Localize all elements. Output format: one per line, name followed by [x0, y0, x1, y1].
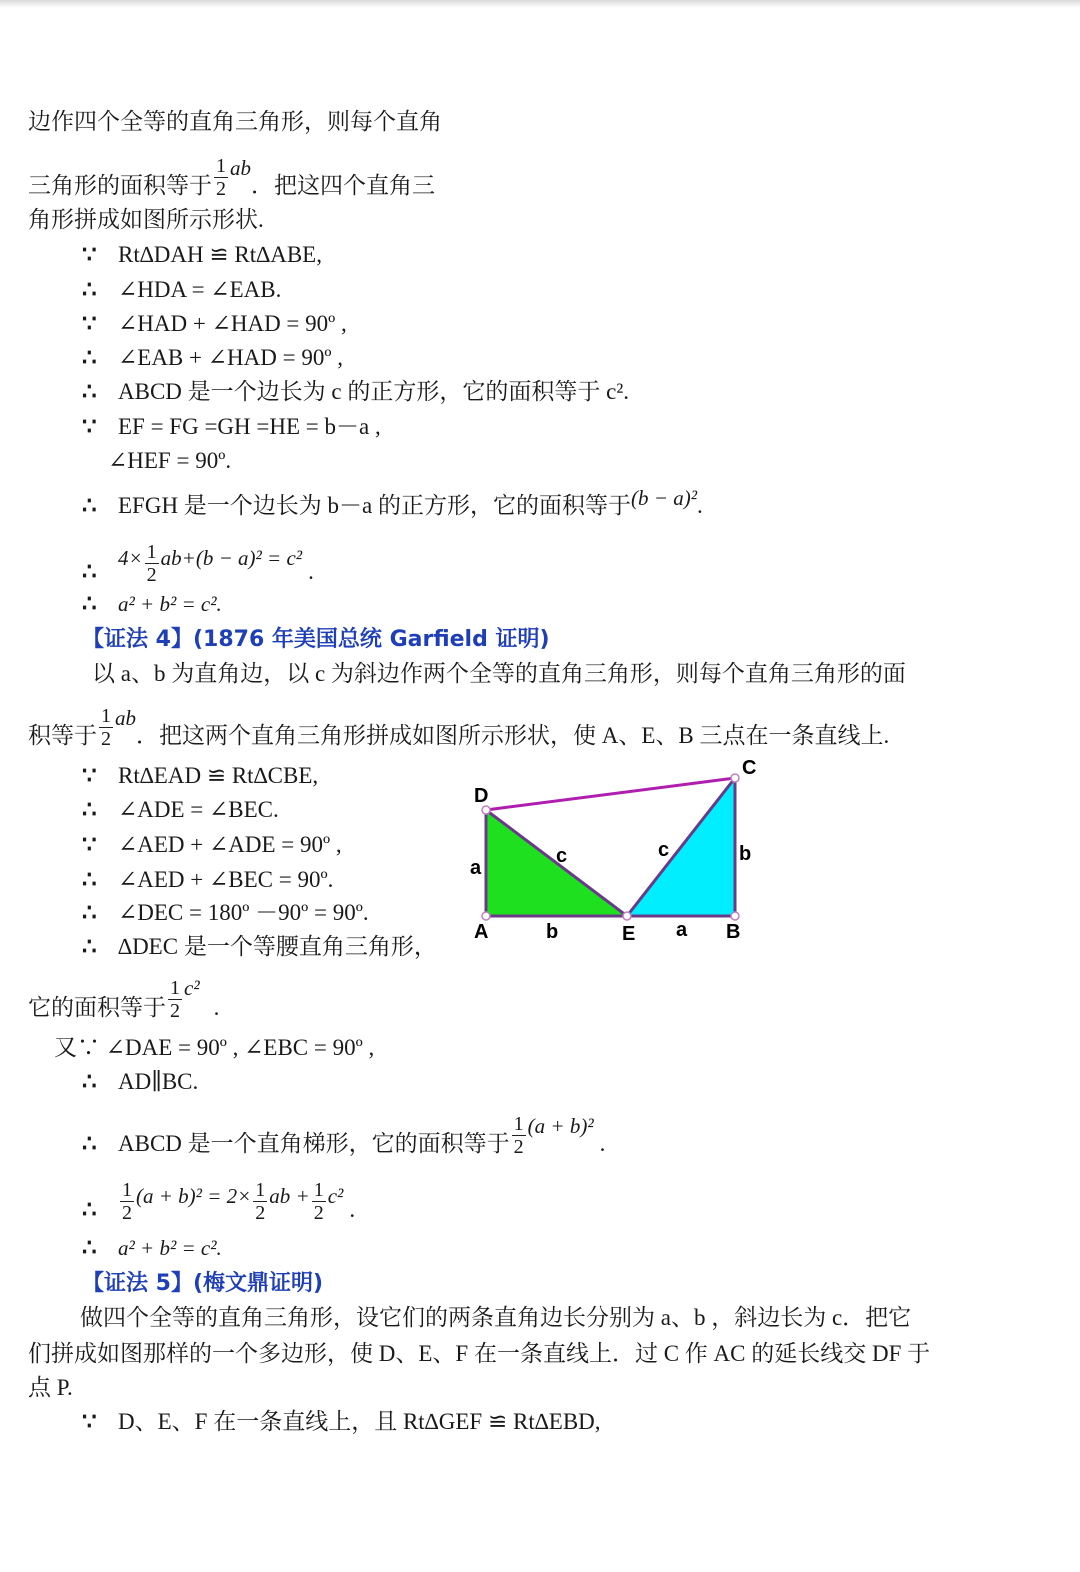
proof-step [82, 344, 343, 372]
side-a: a [676, 919, 688, 941]
text-line: 积等于 $\frac{1}{2}$ ab ．把这两个直角三角形拼成如图所示形状，使 A、E、B 三点在一条直线上. [28, 705, 890, 750]
side-b: b [546, 921, 559, 943]
logic-symbol: ∴ [82, 277, 97, 302]
proof-step [82, 796, 279, 824]
equation: ∴ a² + b² = c². [82, 591, 222, 616]
text-line: ∵ D、E、F 在一条直线上，且 Rt∆GEF ≌ Rt∆EBD, [82, 1409, 601, 1434]
text-line: ∴ AD∥BC. [82, 1069, 199, 1094]
section-heading-proof-4: 【证法 4】(1876 年美国总统 Garfield 证明) [82, 627, 550, 652]
text-line: 做四个全等的直角三角形，设它们的两条直角边长分别为 a、b ，斜边长为 c．把它 [80, 1305, 912, 1330]
logic-symbol: ∴ [82, 345, 97, 370]
label-e: E [622, 923, 636, 945]
segment-dc [486, 778, 735, 810]
text-line: ∴ ABCD 是一个直角梯形，它的面积等于 $\frac{1}{2}$ (a + b)² . [82, 1113, 606, 1158]
text-line: 角形拼成如图所示形状. [28, 207, 264, 232]
text-line: ∠HEF = 90º. [108, 448, 232, 473]
proof-step [82, 866, 333, 894]
proof-step [82, 241, 322, 269]
text-line: 边作四个全等的直角三角形，则每个直角 [28, 109, 442, 134]
step-text: EF = FG =GH =HE = b－a , [118, 414, 381, 439]
text-line: 们拼成如图那样的一个多边形，使 D、E、F 在一条直线上．过 C 作 AC 的延长线交 DF 于 [28, 1341, 931, 1366]
proof-step [82, 831, 342, 859]
fraction: $\frac{1}{2}$ [146, 541, 157, 586]
proof-step [82, 762, 318, 790]
text-line: 以 a、b 为直角边，以 c 为斜边作两个全等的直角三角形，则每个直角三角形的面 [92, 661, 906, 686]
logic-symbol: ∴ [82, 867, 97, 892]
step-text: ∠DEC = 180º －90º = 90º. [118, 900, 369, 925]
label-b: B [726, 921, 741, 943]
step-text: ∠AED + ∠BEC = 90º. [118, 867, 334, 892]
logic-symbol: ∵ [82, 242, 97, 267]
text: 三角形的面积等于 [28, 173, 212, 198]
step-text: Rt∆DAH ≌ Rt∆ABE, [118, 242, 322, 267]
step-text: ∠HAD + ∠HAD = 90º , [118, 311, 347, 336]
side-a: a [470, 857, 482, 879]
step-text: ∠HDA = ∠EAB. [118, 277, 282, 302]
text-line: 它的面积等于 $\frac{1}{2}$ c² . [28, 976, 220, 1022]
side-c: c [658, 839, 670, 861]
proof-step [82, 310, 347, 338]
step-text: ABCD 是一个边长为 c 的正方形，它的面积等于 c². [118, 379, 629, 404]
math: ab [230, 156, 251, 180]
step-text: Rt∆EAD ≌ Rt∆CBE, [118, 763, 319, 788]
equation: ∴ a² + b² = c². [82, 1235, 222, 1260]
proof-step [82, 378, 629, 406]
label-d: D [474, 785, 489, 807]
step-text: ∠ADE = ∠BEC. [118, 797, 279, 822]
label-a: A [474, 921, 489, 943]
logic-symbol: ∵ [82, 311, 97, 336]
text-line: ∴ EFGH 是一个边长为 b－a 的正方形，它的面积等于 (b − a)² . [82, 486, 703, 518]
logic-symbol: ∴ [82, 797, 97, 822]
logic-symbol: ∴ [82, 379, 97, 404]
step-text: ∠AED + ∠ADE = 90º , [118, 832, 342, 857]
text-line [28, 146, 435, 200]
logic-symbol: ∴ [82, 934, 97, 959]
equation: ∴ 4× $\frac{1}{2}$ ab+(b − a)² = c² . [82, 541, 314, 586]
text-line: 点 P. [28, 1375, 73, 1400]
section-heading-proof-5: 【证法 5】(梅文鼎证明) [82, 1271, 324, 1296]
proof-step [82, 276, 281, 304]
top-shadow [0, 0, 1080, 8]
logic-symbol: ∵ [82, 763, 97, 788]
garfield-trapezoid-diagram [460, 752, 780, 948]
text: ．把这四个直角三 [251, 173, 435, 198]
step-text: ∆DEC 是一个等腰直角三角形， [118, 934, 437, 959]
triangle-cbe [627, 778, 735, 916]
side-c: c [556, 845, 568, 867]
label-c: C [742, 757, 757, 779]
text-line: 又∵ ∠DAE = 90º , ∠EBC = 90º , [54, 1035, 375, 1060]
step-text: ∠EAB + ∠HAD = 90º , [118, 345, 343, 370]
proof-step [82, 413, 381, 441]
proof-step [82, 899, 369, 927]
fraction: $\frac{1}{2}$ [216, 155, 226, 200]
logic-symbol: ∵ [82, 414, 97, 439]
side-b: b [739, 843, 752, 865]
logic-symbol: ∴ [82, 900, 97, 925]
proof-step [82, 933, 437, 961]
logic-symbol: ∵ [82, 832, 97, 857]
equation: ∴ $\frac{1}{2}$ (a + b)² = 2× $\frac{1}{2}$ ab + $\frac{1}{2}$ c² . [82, 1179, 356, 1224]
